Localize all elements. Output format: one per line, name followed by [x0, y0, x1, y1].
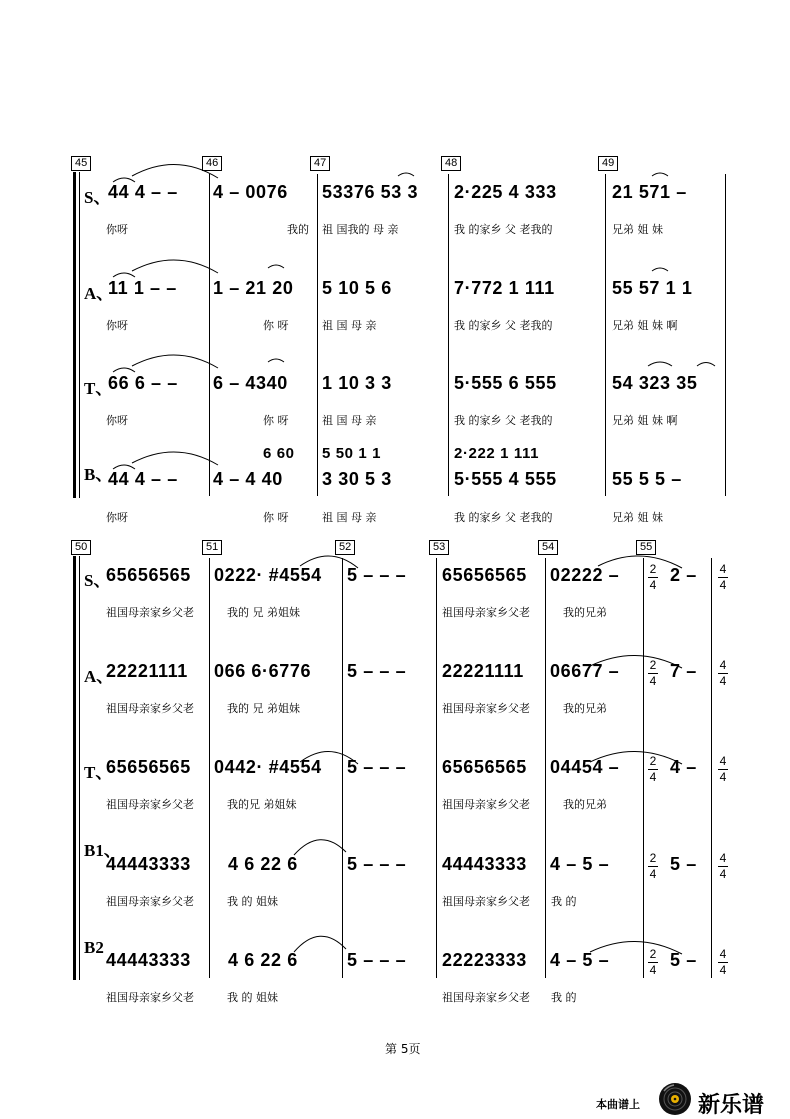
lyric-bass1-m53: 祖国母亲家乡父老	[442, 895, 530, 908]
lyric-bass-m48: 我 的家乡 父 老我的	[454, 511, 553, 524]
notes-bass2-m54: 4 – 5 –	[550, 950, 610, 970]
measure-number: 45	[71, 156, 91, 171]
notes-bass1-m55: 5 –	[670, 854, 697, 874]
lyric-alto-m45: 你呀	[106, 319, 128, 332]
notes-soprano-m52: 5 – – –	[347, 565, 407, 585]
notes-soprano-m47: 53376 53 3	[322, 182, 419, 202]
footer-credit: 本曲谱上	[596, 1098, 640, 1111]
lyric-alto-m51: 我的 兄 弟姐妹	[227, 702, 300, 715]
notes-soprano-m49: 21 571 –	[612, 182, 687, 202]
lyric-alto-m46: 你 呀	[263, 319, 289, 332]
lyric-bass-m49: 兄弟 姐 妹	[612, 511, 663, 524]
lyric-alto-m53: 祖国母亲家乡父老	[442, 702, 530, 715]
lyric-soprano-m50: 祖国母亲家乡父老	[106, 606, 194, 619]
lyric-soprano-m49: 兄弟 姐 妹	[612, 223, 663, 236]
notes-bass-m45: 44 4 – –	[108, 469, 178, 489]
part-label-soprano: S、	[84, 188, 111, 207]
notes-bass1-m54: 4 – 5 –	[550, 854, 610, 874]
part-label-tenor: T、	[84, 379, 113, 398]
lyric-tenor-m46: 你 呀	[263, 414, 289, 427]
lyric-soprano-m45: 你呀	[106, 223, 128, 236]
notes-alto-m46: 1 – 21 20	[213, 278, 294, 298]
notes-soprano-m46: 4 – 0076	[213, 182, 288, 202]
lyric-bass1-m50: 祖国母亲家乡父老	[106, 895, 194, 908]
notes-alto-m49: 55 57 1 1	[612, 278, 693, 298]
time-signature: 2 4	[649, 562, 657, 592]
notes-tenor-m51: 0442· #4554	[214, 757, 322, 777]
notes-tenor-m45: 66 6 – –	[108, 373, 178, 393]
part-label-alto: A、	[84, 284, 114, 303]
lyric-soprano-m53: 祖国母亲家乡父老	[442, 606, 530, 619]
lyric-soprano-m47: 祖 国我的 母 亲	[322, 223, 399, 236]
measure-number: 50	[71, 540, 91, 555]
notes-soprano-m53: 65656565	[442, 565, 527, 585]
time-signature: 4 4	[719, 754, 727, 784]
part-label-bass1: B1、	[84, 841, 121, 860]
lyric-soprano-m54: 我的兄弟	[563, 606, 607, 619]
notes-bass2-m51: 4 6 22 6	[228, 950, 298, 970]
notes-bass2-m53: 22223333	[442, 950, 527, 970]
time-signature: 2 4	[649, 851, 657, 881]
notes-bass1-m52: 5 – – –	[347, 854, 407, 874]
notes-alto-m45: 11 1 – –	[108, 278, 177, 298]
part-label-alto: A、	[84, 667, 114, 686]
page-number: 第 5页	[385, 1042, 421, 1056]
notes-soprano-m45: 44 4 – –	[108, 182, 178, 202]
notes-tenor-m47: 1 10 3 3	[322, 373, 392, 393]
time-signature: 4 4	[719, 851, 727, 881]
time-signature: 2 4	[649, 754, 657, 784]
lyric-tenor-m50: 祖国母亲家乡父老	[106, 798, 194, 811]
part-label-tenor: T、	[84, 763, 113, 782]
notes-tenor-m54: 04454 –	[550, 757, 620, 777]
lyric-soprano-m51: 我的 兄 弟姐妹	[227, 606, 300, 619]
lyric-bass2-m54: 我 的	[551, 991, 577, 1004]
time-signature: 2 4	[649, 947, 657, 977]
lyric-bass2-m50: 祖国母亲家乡父老	[106, 991, 194, 1004]
lyric-bass2-m53: 祖国母亲家乡父老	[442, 991, 530, 1004]
lyric-bass1-m51: 我 的 姐妹	[227, 895, 278, 908]
measure-number: 51	[202, 540, 222, 555]
time-signature: 4 4	[719, 658, 727, 688]
measure-number: 52	[335, 540, 355, 555]
notes-soprano-m48: 2·225 4 333	[454, 182, 557, 202]
lyric-bass2-m51: 我 的 姐妹	[227, 991, 278, 1004]
notes-alto-m51: 066 6·6776	[214, 661, 312, 681]
measure-number: 48	[441, 156, 461, 171]
notes-bass-m48: 5·555 4 555	[454, 469, 557, 489]
notes-bass1-m53: 44443333	[442, 854, 527, 874]
part-label-bass: B、	[84, 465, 113, 484]
notes-tenor-m53: 65656565	[442, 757, 527, 777]
notes-bass2-m52: 5 – – –	[347, 950, 407, 970]
notes-soprano-m55: 2 –	[670, 565, 697, 585]
measure-number: 49	[598, 156, 618, 171]
notes-bass1-m50: 44443333	[106, 854, 191, 874]
measure-number: 53	[429, 540, 449, 555]
lyric-alto-m50: 祖国母亲家乡父老	[106, 702, 194, 715]
lyric-alto-m47: 祖 国 母 亲	[322, 319, 377, 332]
notes-tenor-m48: 5·555 6 555	[454, 373, 557, 393]
notes-alto-m50: 22221111	[106, 661, 188, 681]
notes-alto-m55: 7 –	[670, 661, 697, 681]
lyric-tenor-m47: 祖 国 母 亲	[322, 414, 377, 427]
measure-number: 46	[202, 156, 222, 171]
site-logo: 新乐谱	[698, 1093, 765, 1118]
lyric-bass-m47: 祖 国 母 亲	[322, 511, 377, 524]
measure-number: 47	[310, 156, 330, 171]
lyric-tenor-m51: 我的兄 弟姐妹	[227, 798, 297, 811]
notes-alto-m47: 5 10 5 6	[322, 278, 392, 298]
notes-tenor-m46: 6 – 4340	[213, 373, 288, 393]
notes-tenor-m49: 54 323 35	[612, 373, 698, 393]
notes-soprano-m54: 02222 –	[550, 565, 620, 585]
notes-bass2-m55: 5 –	[670, 950, 697, 970]
lyric-alto-m54: 我的兄弟	[563, 702, 607, 715]
lyric-tenor-m54: 我的兄弟	[563, 798, 607, 811]
notes-bass-upper-m46: 6 60	[263, 445, 295, 462]
notes-alto-m53: 22221111	[442, 661, 524, 681]
lyric-tenor-m48: 我 的家乡 父 老我的	[454, 414, 553, 427]
notes-bass-m47: 3 30 5 3	[322, 469, 392, 489]
lyric-alto-m48: 我 的家乡 父 老我的	[454, 319, 553, 332]
lyric-tenor-m45: 你呀	[106, 414, 128, 427]
lyric-soprano-m46: 我的	[287, 223, 309, 236]
notes-tenor-m50: 65656565	[106, 757, 191, 777]
notes-bass-m46: 4 – 4 40	[213, 469, 283, 489]
lyric-tenor-m49: 兄弟 姐 妹 啊	[612, 414, 678, 427]
notes-tenor-m52: 5 – – –	[347, 757, 407, 777]
lyric-tenor-m53: 祖国母亲家乡父老	[442, 798, 530, 811]
notes-bass1-m51: 4 6 22 6	[228, 854, 298, 874]
lyric-bass-m46: 你 呀	[263, 511, 289, 524]
lyric-alto-m49: 兄弟 姐 妹 啊	[612, 319, 678, 332]
measure-number: 54	[538, 540, 558, 555]
time-signature: 4 4	[719, 562, 727, 592]
part-label-soprano: S、	[84, 571, 111, 590]
notes-alto-m48: 7·772 1 111	[454, 278, 555, 298]
notes-bass2-m50: 44443333	[106, 950, 191, 970]
lyric-bass1-m54: 我 的	[551, 895, 577, 908]
lyric-bass-m45: 你呀	[106, 511, 128, 524]
time-signature: 2 4	[649, 658, 657, 688]
notes-alto-m52: 5 – – –	[347, 661, 407, 681]
notes-tenor-m55: 4 –	[670, 757, 697, 777]
notes-alto-m54: 06677 –	[550, 661, 620, 681]
time-signature: 4 4	[719, 947, 727, 977]
notes-soprano-m50: 65656565	[106, 565, 191, 585]
lyric-soprano-m48: 我 的家乡 父 老我的	[454, 223, 553, 236]
notes-bass-upper-m47: 5 50 1 1	[322, 445, 382, 462]
notes-bass-upper-m48: 2·222 1 111	[454, 445, 540, 462]
measure-number: 55	[636, 540, 656, 555]
notes-soprano-m51: 0222· #4554	[214, 565, 322, 585]
notes-bass-m49: 55 5 5 –	[612, 469, 682, 489]
vinyl-record-icon	[658, 1082, 692, 1116]
part-label-bass2: B2	[84, 938, 104, 957]
